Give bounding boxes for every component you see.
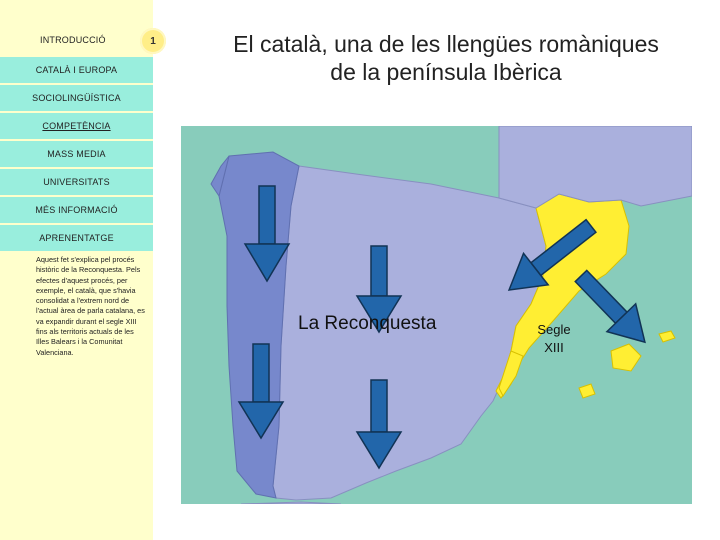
nav-label: UNIVERSITATS [43,177,110,187]
nav-sociolinguistica[interactable] [0,85,153,111]
nav-label: SOCIOLINGÜÍSTICA [32,93,121,103]
nav-mass-media[interactable] [0,141,153,167]
nav-label: COMPETÈNCIA [42,121,111,131]
title-line-2: de la península Ibèrica [330,59,562,85]
title-line-1: El català, una de les llengües romàniques [233,31,659,57]
nav-competencia[interactable] [0,113,153,139]
nav-label: MASS MEDIA [47,149,106,159]
iberia-map [181,126,692,504]
segle-label-line-2: XIII [544,340,564,355]
segle-label-line-1: Segle [537,322,571,337]
nav-label: MÉS INFORMACIÓ [35,205,118,215]
nav-label: CATALÀ I EUROPA [35,65,118,75]
france-border [499,126,692,208]
nav-universitats[interactable] [0,169,153,195]
page-title [176,30,716,86]
sidebar-description: Aquest fet s'explica pel procés històric de la Reconquesta. Pels efectes d'aquest procés, per exemple, el català, que s'havia consolidat a l'extrem nord de l'actual àrea de parla catalana, es va expandir durant el segle XIII fins als territoris actuals de les Illes Balears i la Comunitat Valenciana. [36,255,145,357]
sidebar [0,0,153,540]
reconquesta-label: La Reconquesta [298,313,437,334]
segle-xiii-label [528,321,580,357]
nav-mes-informacio[interactable] [0,197,153,223]
nav-label: APRENENTATGE [39,233,114,243]
nav-aprenentatge[interactable] [0,225,153,251]
nav-introduccio[interactable] [0,27,153,53]
slide-number-badge: 1 [140,28,166,54]
nav-label: INTRODUCCIÓ [40,35,106,45]
nav-catala-i-europa[interactable] [0,57,153,83]
